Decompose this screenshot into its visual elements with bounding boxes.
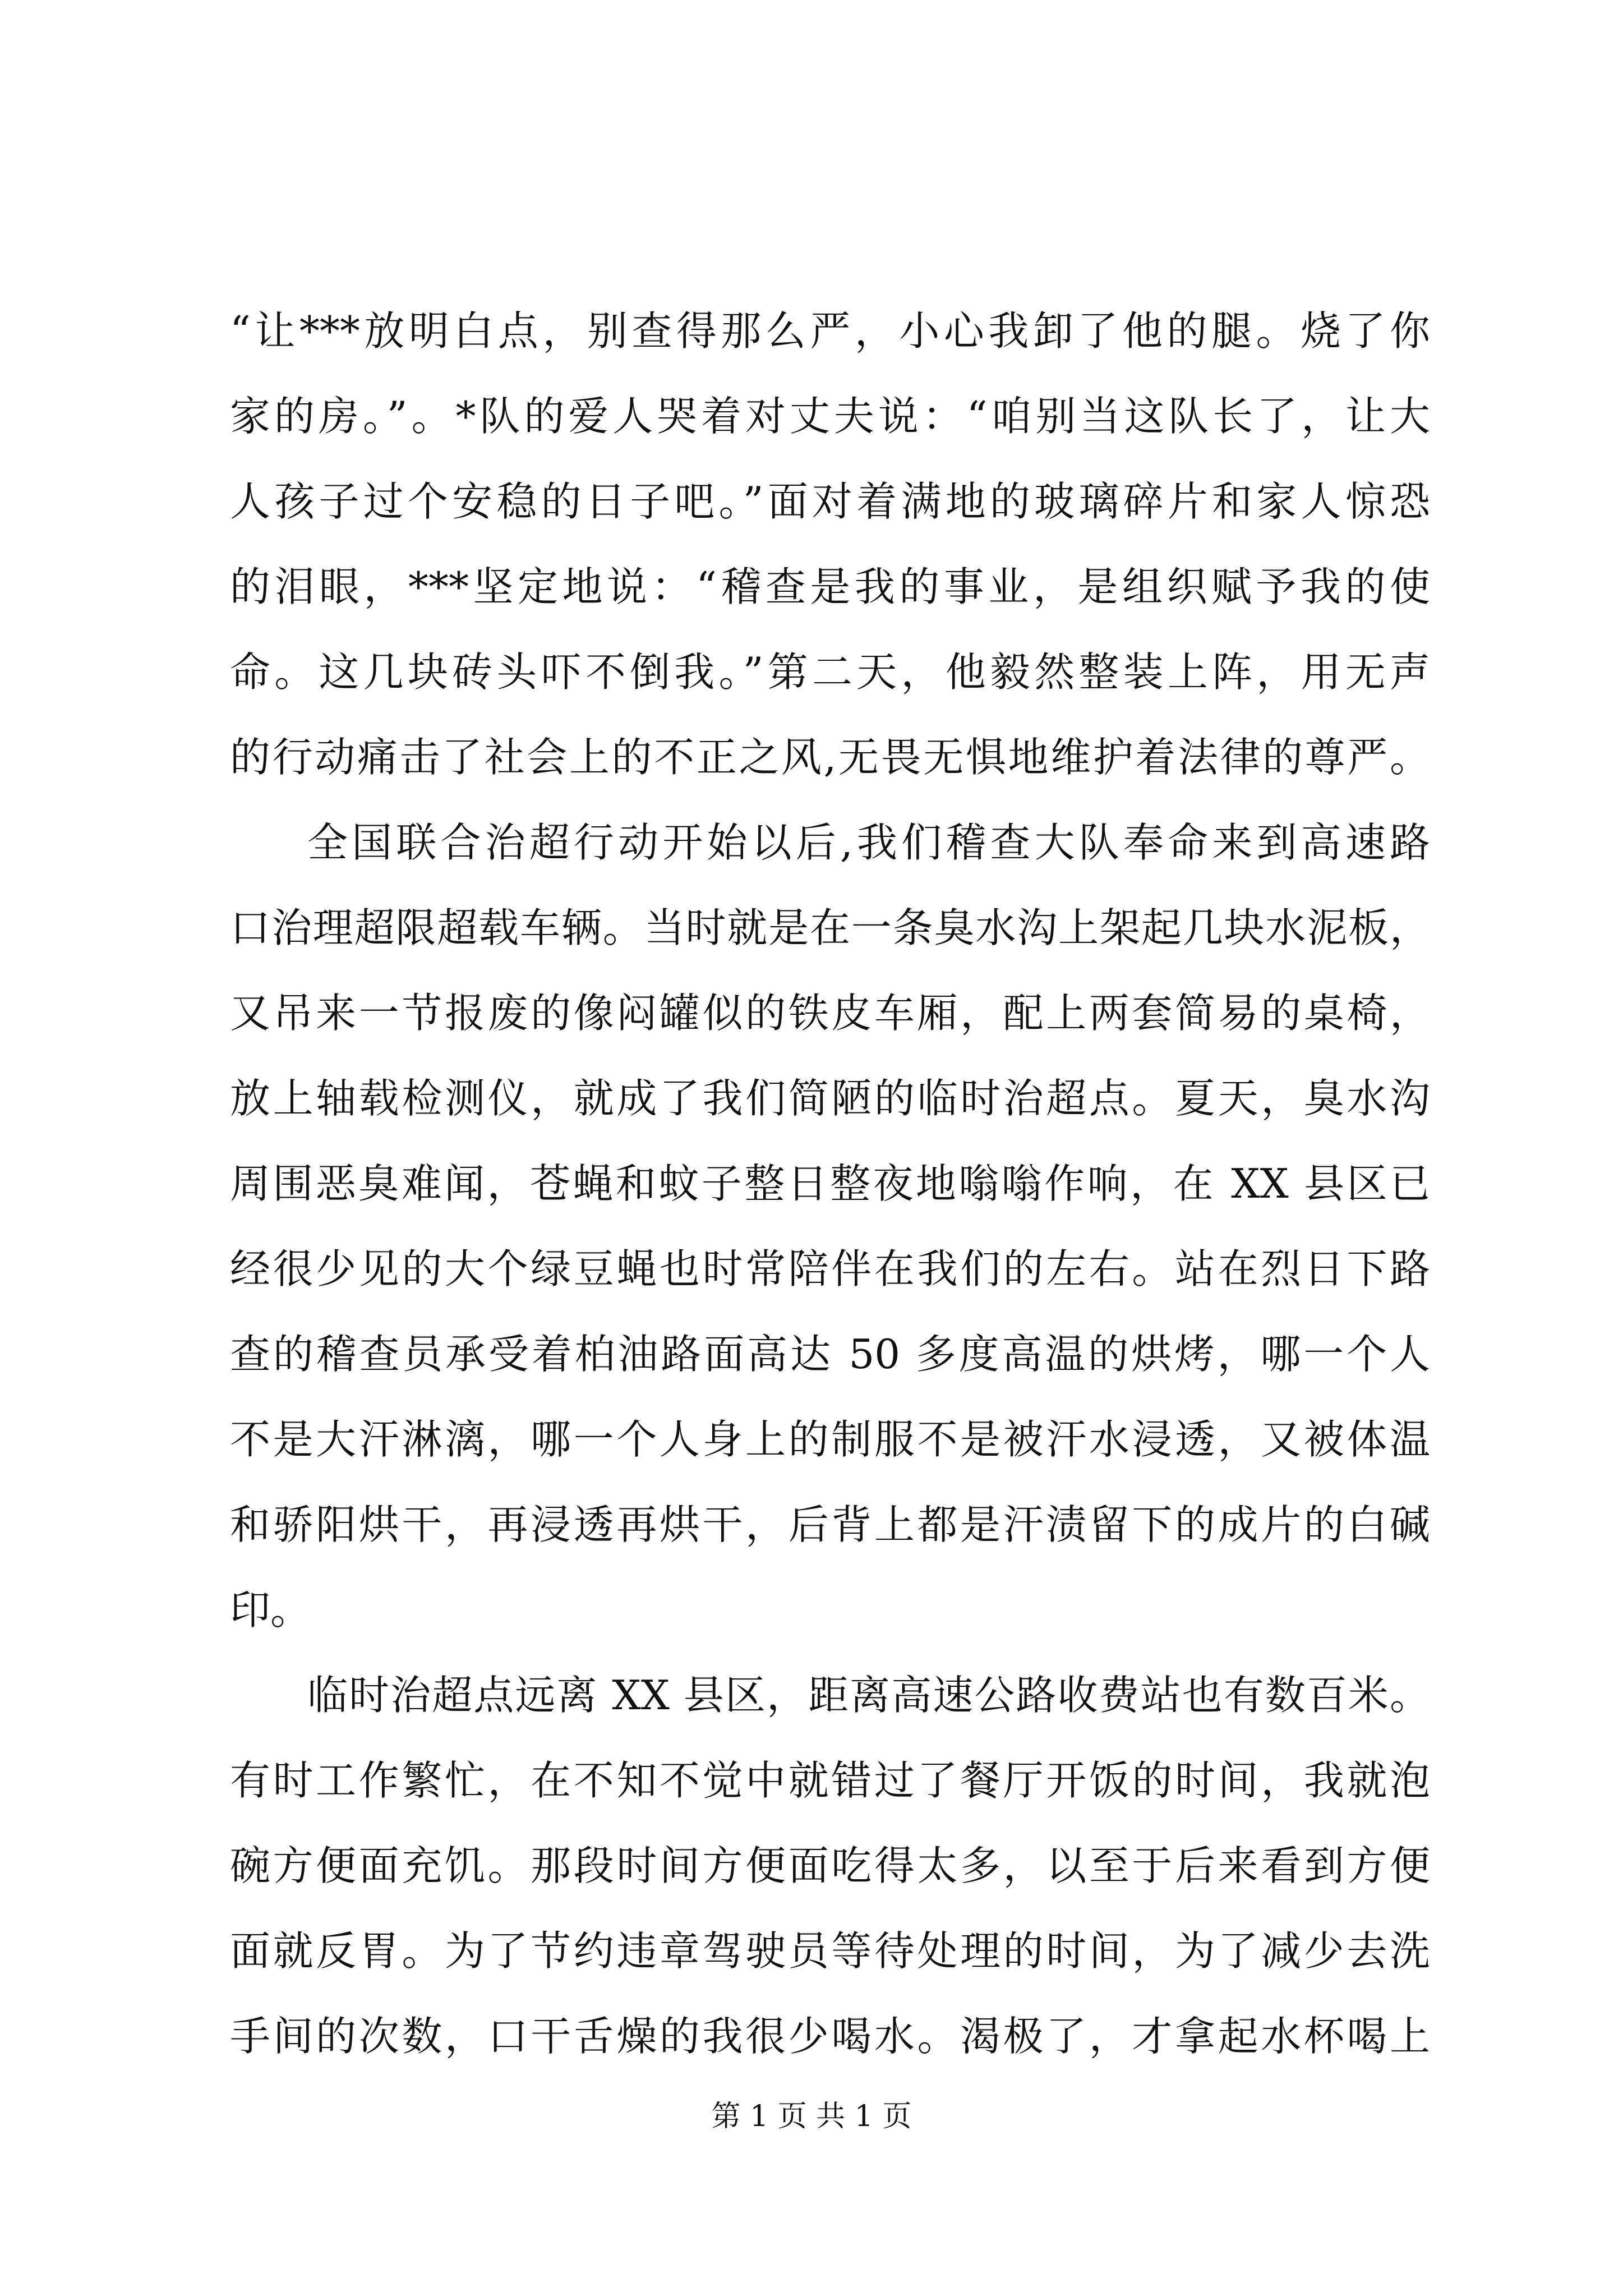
text-line: 又吊来一节报废的像闷罐似的铁皮车厢，配上两套简易的桌椅， (230, 990, 1430, 1037)
text-line: 面就反胃。为了节约违章驾驶员等待处理的时间，为了减少去洗 (230, 1927, 1430, 1975)
text-line: 口治理超限超载车辆。当时就是在一条臭水沟上架起几块水泥板， (230, 904, 1430, 951)
text-line: 命。这几块砖头吓不倒我。”第二天，他毅然整装上阵，用无声 (230, 648, 1430, 696)
text-line: 印。 (230, 1586, 311, 1634)
page-number-footer: 第 1 页 共 1 页 (711, 2100, 912, 2133)
text-line: 经很少见的大个绿豆蝇也时常陪伴在我们的左右。站在烈日下路 (230, 1245, 1430, 1292)
text-line: 不是大汗淋漓，哪一个人身上的制服不是被汗水浸透，又被体温 (230, 1416, 1430, 1463)
text-line: 全国联合治超行动开始以后,我们稽查大队奉命来到高速路 (307, 819, 1430, 866)
text-line: 和骄阳烘干，再浸透再烘干，后背上都是汗渍留下的成片的白碱 (230, 1501, 1430, 1548)
text-line: 的泪眼，***坚定地说：“稽查是我的事业，是组织赋予我的使 (230, 563, 1430, 610)
text-line: “让***放明白点，别查得那么严，小心我卸了他的腿。烧了你 (230, 307, 1430, 355)
text-line: 的行动痛击了社会上的不正之风,无畏无惧地维护着法律的尊严。 (230, 734, 1430, 781)
text-line: 查的稽查员承受着柏油路面高达 50 多度高温的烘烤，哪一个人 (230, 1331, 1430, 1378)
text-line: 放上轴载检测仪，就成了我们简陋的临时治超点。夏天，臭水沟 (230, 1075, 1430, 1122)
text-line: 家的房。”。*队的爱人哭着对丈夫说：“咱别当这队长了，让大 (230, 393, 1430, 440)
text-line: 有时工作繁忙，在不知不觉中就错过了餐厅开饭的时间，我就泡 (230, 1757, 1430, 1804)
text-line: 碗方便面充饥。那段时间方便面吃得太多，以至于后来看到方便 (230, 1842, 1430, 1889)
text-line: 临时治超点远离 XX 县区，距离高速公路收费站也有数百米。 (307, 1672, 1430, 1719)
text-line: 人孩子过个安稳的日子吧。”面对着满地的玻璃碎片和家人惊恐 (230, 478, 1430, 525)
text-line: 周围恶臭难闻，苍蝇和蚊子整日整夜地嗡嗡作响，在 XX 县区已 (230, 1160, 1430, 1207)
text-line: 手间的次数，口干舌燥的我很少喝水。渴极了，才拿起水杯喝上 (230, 2013, 1430, 2060)
